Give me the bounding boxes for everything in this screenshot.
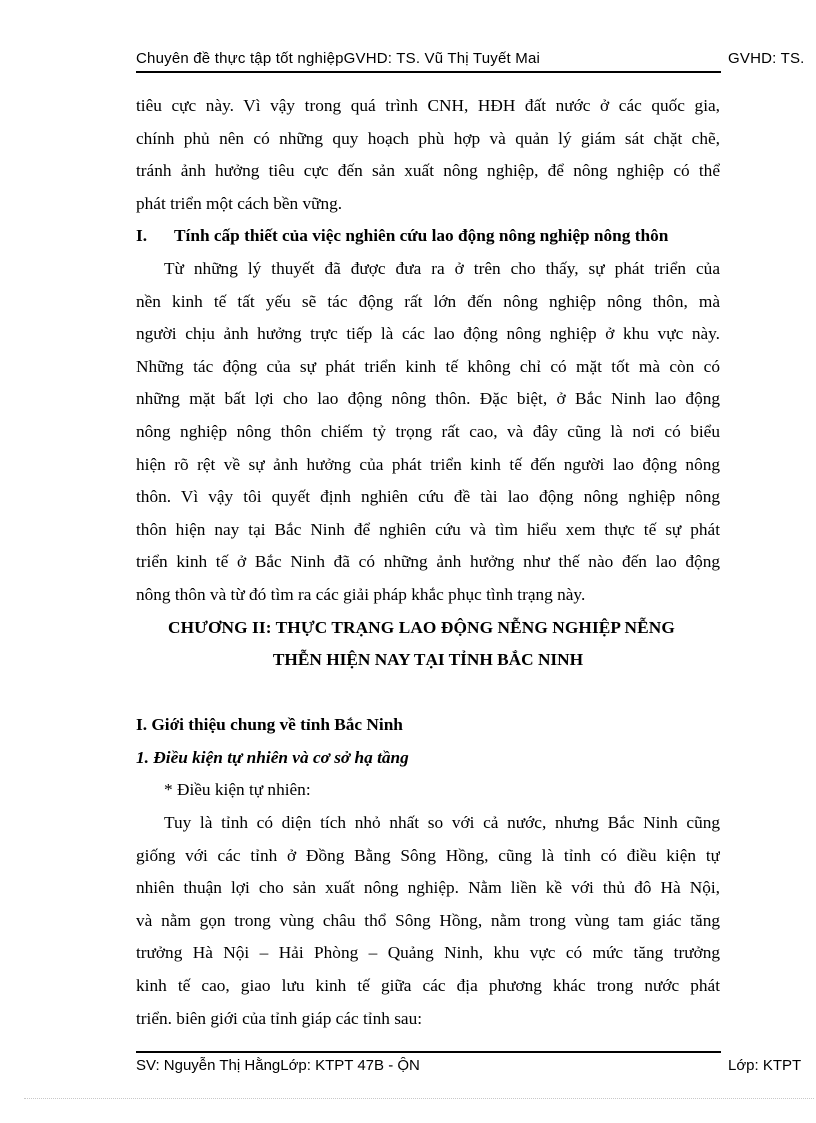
footer-rule — [136, 1051, 721, 1053]
header-right-text: GVHD: TS. — [728, 50, 805, 67]
paragraph-line: những mặt bất lợi cho lao động nông thôn. Đặc biệt, ở Bắc Ninh lao động — [136, 389, 720, 409]
paragraph-line: hiện rõ rệt về sự ảnh hưởng của phát triển kinh tế đến người lao động nông — [136, 454, 720, 474]
paragraph-line: Từ những lý thuyết đã được đưa ra ở trên cho thấy, sự phát triển của — [164, 258, 720, 278]
paragraph-line: triển. biên giới của tỉnh giáp các tỉnh sau: — [136, 1008, 423, 1028]
paragraph-line: thôn hiện nay tại Bắc Ninh để nghiên cứu và tìm hiểu xem thực tế sự phát — [136, 519, 720, 539]
paragraph-line: nông thôn và từ đó tìm ra các giải pháp khắc phục tình trạng này. — [136, 584, 586, 604]
footer-left-text: SV: Nguyễn Thị HằngLớp: KTPT 47B - ỘN — [136, 1057, 420, 1074]
paragraph-line: Tuy là tỉnh có diện tích nhỏ nhất so với cả nước, nhưng Bắc Ninh cũng — [164, 813, 720, 833]
section-number: I. — [136, 226, 148, 246]
spacer — [136, 677, 720, 710]
subsection-heading: 1. Điều kiện tự nhiên và cơ sở hạ tầng — [136, 747, 409, 767]
footer-right-text: Lớp: KTPT — [728, 1057, 802, 1074]
paragraph-line: trưởng Hà Nội – Hải Phòng – Quảng Ninh, khu vực có mức tăng trưởng — [136, 943, 720, 963]
paragraph-line: triển kinh tế ở Bắc Ninh đã có những ảnh hưởng như thế nào đến lao động — [136, 552, 720, 572]
section-heading: I. Giới thiệu chung về tỉnh Bắc Ninh — [136, 715, 403, 735]
paragraph-line: thôn. Vì vậy tôi quyết định nghiên cứu đề tài lao động nông nghiệp nông — [136, 487, 720, 507]
bullet-label: * Điều kiện tự nhiên: — [164, 780, 311, 800]
paragraph-line: tránh ảnh hưởng tiêu cực đến sản xuất nông nghiệp, để nông nghiệp có thể — [136, 161, 720, 181]
paragraph-line: người chịu ảnh hưởng trực tiếp là các lao động nông nghiệp ở khu vực này. — [136, 324, 720, 344]
page-bottom-dotted-border — [24, 1098, 814, 1099]
paragraph-line: kinh tế cao, giao lưu kinh tế giữa các địa phương khác trong nước phát — [136, 976, 720, 996]
document-body — [136, 90, 720, 1035]
header-left-text: Chuyên đề thực tập tốt nghiệpGVHD: TS. Vũ Thị Tuyết Mai — [136, 50, 541, 67]
header-rule — [136, 71, 721, 73]
paragraph-line: và nằm gọn trong vùng châu thổ Sông Hồng, nằm trong vùng tam giác tăng — [136, 910, 720, 930]
paragraph-line: nền kinh tế tất yếu sẽ tác động rất lớn đến nông nghiệp nông thôn, mà — [136, 291, 720, 311]
page-footer — [136, 1057, 816, 1079]
paragraph-line: chính phủ nên có những quy hoạch phù hợp và quản lý giám sát chặt chẽ, — [136, 128, 720, 148]
section-title: Tính cấp thiết của việc nghiên cứu lao động nông nghiệp nông thôn — [174, 226, 669, 246]
paragraph-line: nhiên thuận lợi cho sản xuất nông nghiệp. Nằm liền kề với thủ đô Hà Nội, — [136, 878, 720, 898]
paragraph-line: giống với các tỉnh ở Đồng Bằng Sông Hồng, cũng là tỉnh có điều kiện tự — [136, 845, 720, 865]
paragraph-line: nông nghiệp nông thôn chiếm tỷ trọng rất cao, và đây cũng là nơi có biểu — [136, 421, 720, 441]
chapter-title-line-1: CHƯƠNG II: THỰC TRẠNG LAO ĐỘNG NỄNG NGHIỆP NỄNG — [168, 617, 675, 637]
paragraph-line: Những tác động của sự phát triển kinh tế không chỉ có mặt tốt mà còn có — [136, 356, 720, 376]
chapter-title-line-2: THỄN HIỆN NAY TẠI TỈNH BẮC NINH — [272, 650, 584, 670]
section-heading — [136, 220, 720, 253]
paragraph-line: tiêu cực này. Vì vậy trong quá trình CNH, HĐH đất nước ở các quốc gia, — [136, 96, 720, 115]
page-header — [136, 48, 816, 70]
paragraph-line: phát triển một cách bền vững. — [136, 193, 343, 213]
